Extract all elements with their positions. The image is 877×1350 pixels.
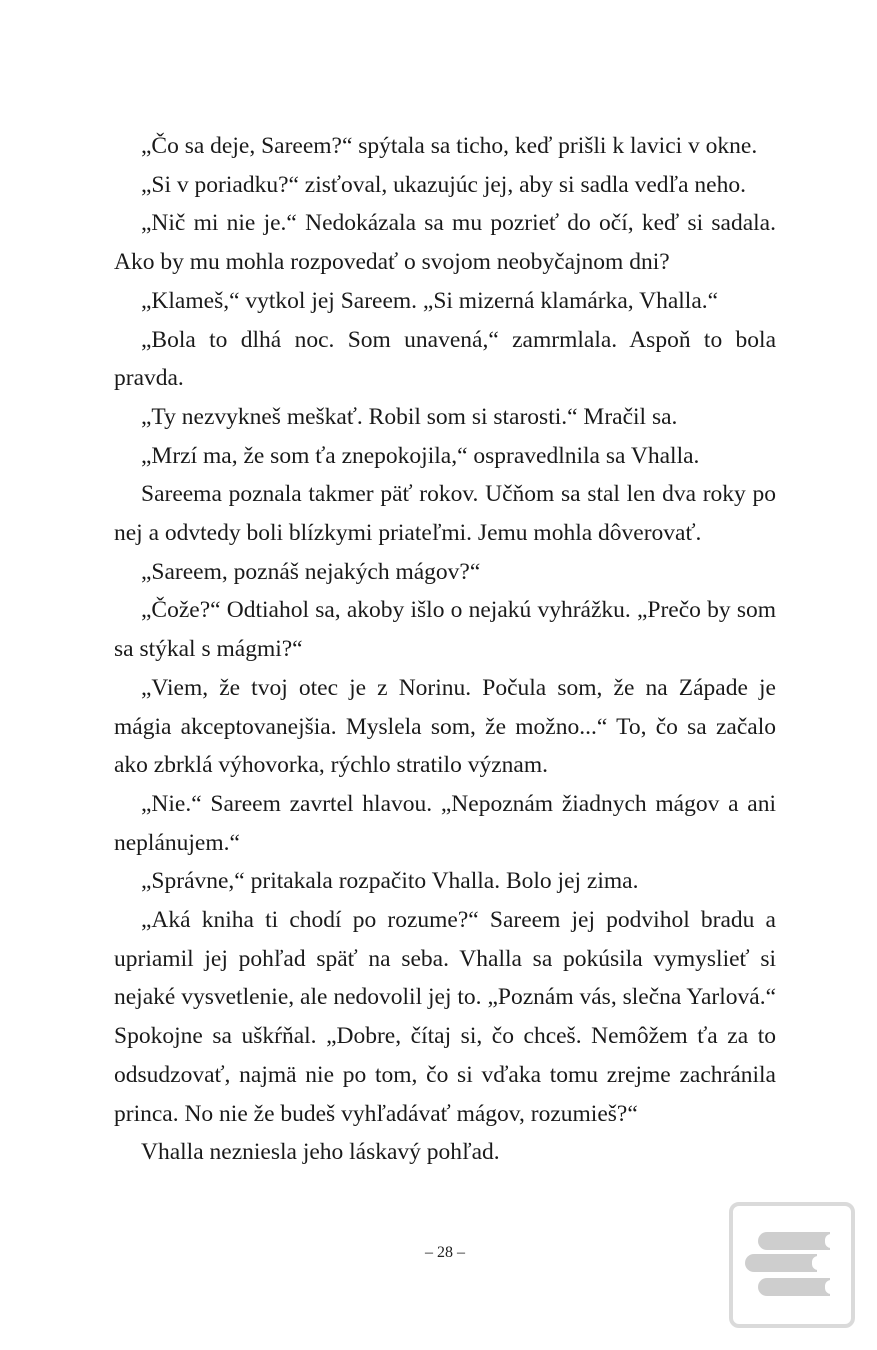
paragraph: „Správne,“ pritakala rozpačito Vhalla. Bolo jej zima.	[141, 868, 639, 895]
paragraph: „Nič mi nie je.“ Nedokázala sa mu pozrieť do očí, keď si sadala. Ako by mu mohla rozpovedať o svojom neobyčajnom dni?	[114, 210, 776, 276]
book-spine-icon	[758, 1232, 830, 1250]
paragraph: „Sareem, poznáš nejakých mágov?“	[141, 558, 481, 585]
paragraph: Sareema poznala takmer päť rokov. Učňom sa stal len dva roky po nej a odvtedy boli blízkymi priateľmi. Jemu mohla dôverovať.	[114, 481, 776, 547]
paragraph: „Ty nezvykneš meškať. Robil som si starosti.“ Mračil sa.	[141, 403, 678, 430]
paragraph: „Čo sa deje, Sareem?“ spýtala sa ticho, keď prišli k lavici v okne.	[141, 133, 758, 159]
paragraph: „Čože?“ Odtiahol sa, akoby išlo o nejakú vyhrážku. „Prečo by som sa stýkal s mágmi?“	[114, 597, 776, 663]
book-spine-icon	[745, 1254, 817, 1272]
paragraph: Vhalla nezniesla jeho láskavý pohľad.	[141, 1139, 500, 1166]
page-body-text	[114, 127, 776, 1172]
paragraph: „Viem, že tvoj otec je z Norinu. Počula som, že na Západe je mágia akceptovanejšia. Myslela som, že možno...“ To, čo sa začalo ako zbrklá výhovorka, rýchlo stratilo význam.	[114, 674, 776, 779]
paragraph: „Si v poriadku?“ zisťoval, ukazujúc jej, aby si sadla vedľa neho.	[141, 171, 746, 198]
paragraph: „Bola to dlhá noc. Som unavená,“ zamrmlala. Aspoň to bola pravda.	[114, 326, 776, 392]
paragraph: „Mrzí ma, že som ťa znepokojila,“ ospravedlnila sa Vhalla.	[141, 442, 700, 469]
paragraph: „Klameš,“ vytkol jej Sareem. „Si mizerná klamárka, Vhalla.“	[141, 287, 719, 314]
page-number: – 28 –	[425, 1244, 465, 1261]
books-watermark-icon	[729, 1202, 855, 1328]
book-spine-icon	[758, 1278, 830, 1296]
paragraph: „Aká kniha ti chodí po rozume?“ Sareem jej podvihol bradu a upriamil jej pohľad späť na seba. Vhalla sa pokúsila vymyslieť si nejaké vysvetlenie, ale nedovolil jej to. „Poznám vás, slečna Yarlová.“ Spokojne sa uškŕňal. „Dobre, čítaj si, čo chceš. Nemôžem ťa za to odsudzovať, najmä nie po tom, čo si vďaka tomu zrejme zachránila princa. No nie že budeš vyhľadávať mágov, rozumieš?“	[114, 907, 776, 1127]
paragraph: „Nie.“ Sareem zavrtel hlavou. „Nepoznám žiadnych mágov a ani neplánujem.“	[114, 790, 776, 856]
